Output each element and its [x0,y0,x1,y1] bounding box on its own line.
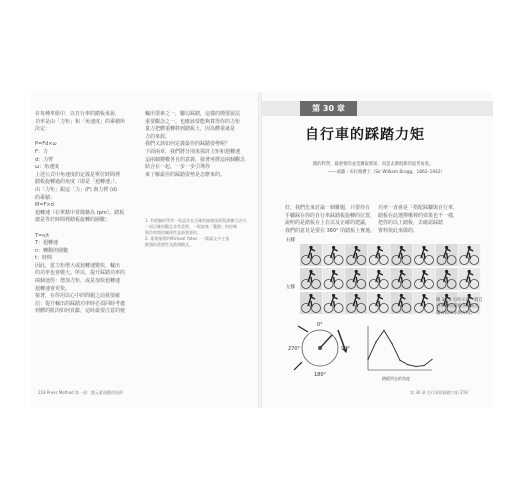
left-col2-line: 這兩個變數各自的意義，接著再將這兩個觀念 [145,156,246,163]
chart-point [431,359,432,360]
left-col1-line: 決定： [35,126,51,133]
cyclist-frame [390,244,412,266]
figure-label-right-foot: 右腳 [286,238,295,243]
cyclist-frame [323,244,345,266]
cyclist-sequence-upper [300,244,481,266]
left-col1-line [35,225,125,233]
left-col1-line: P=Fd×ω [35,141,57,148]
left-col2-line: 我們又該如何定義最佳的踩踏姿勢呢？ [145,141,231,148]
cyclist-frame [390,292,412,314]
force-arrow-3 [298,326,308,332]
force-angle-chart [360,320,436,382]
left-col1-line: 迴轉速（在單錶中常簡稱為 rpm）。踏板 [35,209,125,216]
cyclist-frame [368,268,390,290]
cyclist-frame [368,244,390,266]
left-col1-line: 的功率也會變大。所以，提升踩踏功率的 [35,270,126,277]
epigraph-quote: 踏的科學，最重要的並是獲取新知，而是去發現新的思考角度。 [313,162,434,167]
chart-point [367,359,368,360]
chart-series-line [368,330,432,366]
footnote-line: 踏頻的重要性及踏頻模式。 [145,242,193,247]
pedal-force-diagram [286,318,356,380]
left-col2-line: 來了解最佳的踩踏姿勢是怎麼來的。 [145,171,226,178]
left-col1-line: 迴轉速會更快。 [35,285,71,292]
left-col2-line: 量力把體重轉移到踏板上，因為體重就是 [145,126,236,133]
chart-point [407,364,408,365]
left-col2-line: 重要觀念之一。也應該要能夠算得你的力矩 [145,118,241,125]
right-col2-line: 把你的以上踏板，去確認踩踏 [378,220,444,227]
left-col1-line: 總是等於時間裡踏板旋轉的圈數： [35,217,111,224]
right-col1-line: 好，我們先來討論一個難題，只要你有 [285,205,371,211]
left-col1-line: 的乘積： [35,194,56,201]
left-col1-line: 兩個途徑：增加力矩，或是加快迴轉速 [35,278,121,285]
cyclist-frame [345,292,367,314]
left-col2-line: 力的來源。 [145,133,171,140]
chapter-band [262,101,493,116]
cyclist-frame [458,268,480,290]
left-col1-line: 在每種車組中，以自行車的踏板來說， [35,111,121,117]
cyclist-frame [345,268,367,290]
left-col1-line: 踏板旋轉過的角度（即是「迴轉速」）。 [35,179,121,186]
cyclist-frame [300,292,322,314]
left-col1-line: T：迴轉速 [35,240,59,247]
cyclist-frame [390,268,412,290]
cyclist-frame [300,268,322,290]
cyclist-sequence-middle [300,268,481,290]
figure-label-left-foot: 左腳 [286,285,295,290]
left-footer: 218 Press Method 第一部：跑元素運動的技術 [38,390,123,395]
angle-label-0: 0° [317,322,323,328]
cyclist-frame [300,244,322,266]
left-col1-line: 信：提升輸出的踩踏功率時必須同時考慮 [35,300,126,307]
chart-point [383,330,384,331]
left-col1-line: t：時間 [35,255,52,262]
chart-point [391,343,392,344]
footnote-line: 與功率間的關係性是最重要的。 [145,230,201,235]
left-col1-line: 功率是由「力矩」和「角速度」的乘積所 [35,118,126,125]
chart-x-axis-label: 踏板所在的角度 [382,376,410,381]
cyclist-frame [413,268,435,290]
right-col2-line: 資料依此來做的。 [378,227,419,234]
left-column-1 [35,111,125,316]
footnote-line: 1. 有經驗的學者一致認為在正確的踩踏技術與訓練方法中， [145,218,251,223]
cyclist-frame [413,244,435,266]
right-footer: 第 30 章 自行車的踩踏力矩 219 [410,390,468,395]
cyclist-frame [458,244,480,266]
cyclist-frame [323,292,345,314]
left-col1-line: n：轉動的圈數 [35,247,69,254]
epigraph-source: ——威廉・布拉格爵士（Sir William Bragg，1862–1942） [328,170,445,175]
left-col1-line [35,134,125,142]
cyclist-frame [436,244,458,266]
cyclist-frame [345,244,367,266]
left-col1-line: M=F×d [35,202,54,209]
left-col2-line: 結合在一起，一步一步引導你 [145,164,211,171]
left-col1-line: d：力臂 [35,156,54,163]
angle-label-270: 270° [288,346,301,352]
cyclist-frame [323,268,345,290]
cyclist-frame [368,292,390,314]
angle-label-180: 180° [314,372,327,378]
right-col1-line: 我們的意見是要在 360° 的踏板上實施。 [285,227,376,234]
left-column-2 [145,111,245,179]
crank-arm [320,335,332,348]
left-col2-line: 下面兩章，我們將分別來探討力矩和迴轉速 [145,148,241,155]
left-col1-line: F：力 [35,148,48,155]
right-col2-line: 功率一直會是「搭配踩腳與自行車， [378,205,459,211]
right-col1-line: 手腳踩在你的自行車踩踏板旋轉的位置， [285,212,376,219]
cyclist-frame [436,268,458,290]
cyclist-frame [413,292,435,314]
angle-label-90: 90° [341,346,350,352]
left-col1-line: 因此，當力矩增大或迴轉速變快，輸出 [35,262,121,269]
chart-point [423,365,424,366]
footnote-line: 一項正確的觀念非常重要，一般說來「雙踏」的控制 [145,224,237,229]
chapter-title: 自行車的踩踏力矩 [305,127,425,143]
left-col1-line: T=n/t [35,232,50,239]
right-col1-line: 說明的是踏板在上在以及正確的建議， [285,220,371,227]
left-col2-line: 輸出要素之一，腳勾踩踏，這樣的簡要說法 [145,111,241,117]
chart-point [399,360,400,361]
left-col1-line: ω：角速度 [35,164,60,171]
right-column-1 [285,205,375,235]
left-col1-line: 到體的肌肉如何貢獻，這時最要注意的便 [35,308,126,315]
chapter-label: 第 30 章 [300,101,357,116]
chart-point [375,341,376,342]
right-column-2 [378,205,458,235]
right-col2-line: 踏板在此選擇哪裡的效果也不一樣， [378,212,459,219]
left-col1-line: 由「力矩」跟這「力」(F) 與力臂 (d) [35,186,118,193]
left-col1-line: 上述公式中角速度的定義是單位時間裡 [35,171,121,178]
chart-point [415,366,416,367]
left-col1-line: 接著，在你用以心中的問題之前我要確 [35,293,121,300]
footnotes [145,218,250,248]
figure-caption: 圖 30.1 力矩示意：騎自行車時在踏板各個角度，施力的大小與方向。 [436,298,484,316]
footnote-line: 2. 專業指導的Michael Yates：一篇論文中主張 [145,236,230,241]
force-arrow-2 [294,362,302,370]
